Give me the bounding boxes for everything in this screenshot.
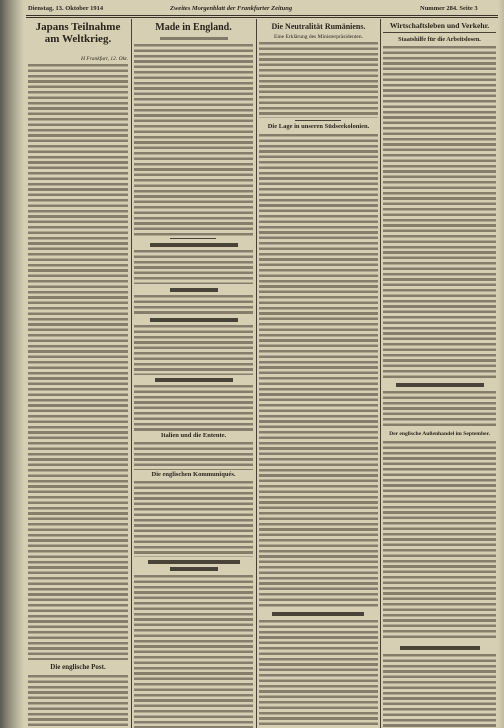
article-headline-rumaenien: Die Neutralität Rumäniens. (271, 22, 366, 31)
column-rule (256, 19, 257, 728)
masthead-date: Dienstag, 13. Oktober 1914 (28, 5, 104, 12)
article-headline-japan (28, 22, 128, 45)
column-rule (131, 19, 132, 728)
article-body-text (134, 325, 253, 375)
article-subheadline: Eine Erklärung des Ministerpräsidenten. (274, 34, 363, 40)
article-heading-aussenhandel: Der englische Außenhandel im September. (389, 431, 490, 437)
article-heading-mark (150, 243, 238, 247)
article-heading-post: Die englische Post. (50, 663, 106, 671)
masthead-rule (26, 15, 498, 16)
article-heading-mark (150, 318, 238, 322)
column-rule (380, 19, 381, 728)
masthead-page-number: Nummer 284. Seite 3 (420, 5, 478, 12)
article-body-text (134, 481, 253, 557)
article-heading-suedsee: Die Lage in unseren Südseekolonien. (267, 123, 370, 130)
article-subheadline-mark (160, 37, 228, 40)
article-headline-england: Made in England. (155, 22, 232, 33)
headline-line: Japans Teilnahme (35, 21, 121, 33)
article-body-text (134, 44, 253, 236)
article-body-text (383, 654, 496, 728)
article-separator (295, 120, 341, 121)
masthead-rule-thin (26, 17, 498, 18)
section-headline-wirtschaft: Wirtschaftsleben und Verkehr. (389, 21, 490, 30)
article-dateline: H Frankfurt, 12. Okt. (80, 56, 128, 62)
article-subheadline: Staatshilfe für die Arbeitslosen. (398, 36, 481, 43)
article-heading-mark (272, 612, 364, 616)
article-heading-mark (400, 646, 480, 650)
article-body-text (259, 620, 378, 728)
article-heading-kommuniques: Die englischen Kommuniqués. (151, 471, 236, 478)
page-edge (498, 0, 504, 728)
article-heading-mark (170, 288, 218, 292)
masthead-edition: Zweites Morgenblatt der Frankfurter Zeitung (170, 5, 293, 12)
article-body-text (383, 441, 496, 641)
headline-line: am Weltkrieg. (44, 32, 112, 45)
article-heading-mark (148, 560, 240, 564)
article-body-text (134, 442, 253, 470)
article-body-text (383, 391, 496, 429)
article-body-text (134, 385, 253, 431)
article-body-text (28, 64, 128, 660)
article-body-text (134, 250, 253, 284)
article-heading-italien: Italien und die Entente. (160, 432, 227, 439)
article-body-text (383, 46, 496, 378)
article-body-text (259, 134, 378, 608)
article-heading-mark (170, 567, 218, 571)
article-heading-mark (396, 383, 484, 387)
page-binding-shadow (0, 0, 24, 728)
section-rule (383, 32, 496, 33)
article-heading-mark (155, 378, 233, 382)
article-body-text (259, 42, 378, 118)
article-body-text (28, 675, 128, 728)
article-body-text (134, 575, 253, 728)
article-body-text (134, 295, 253, 315)
article-separator (170, 238, 216, 239)
